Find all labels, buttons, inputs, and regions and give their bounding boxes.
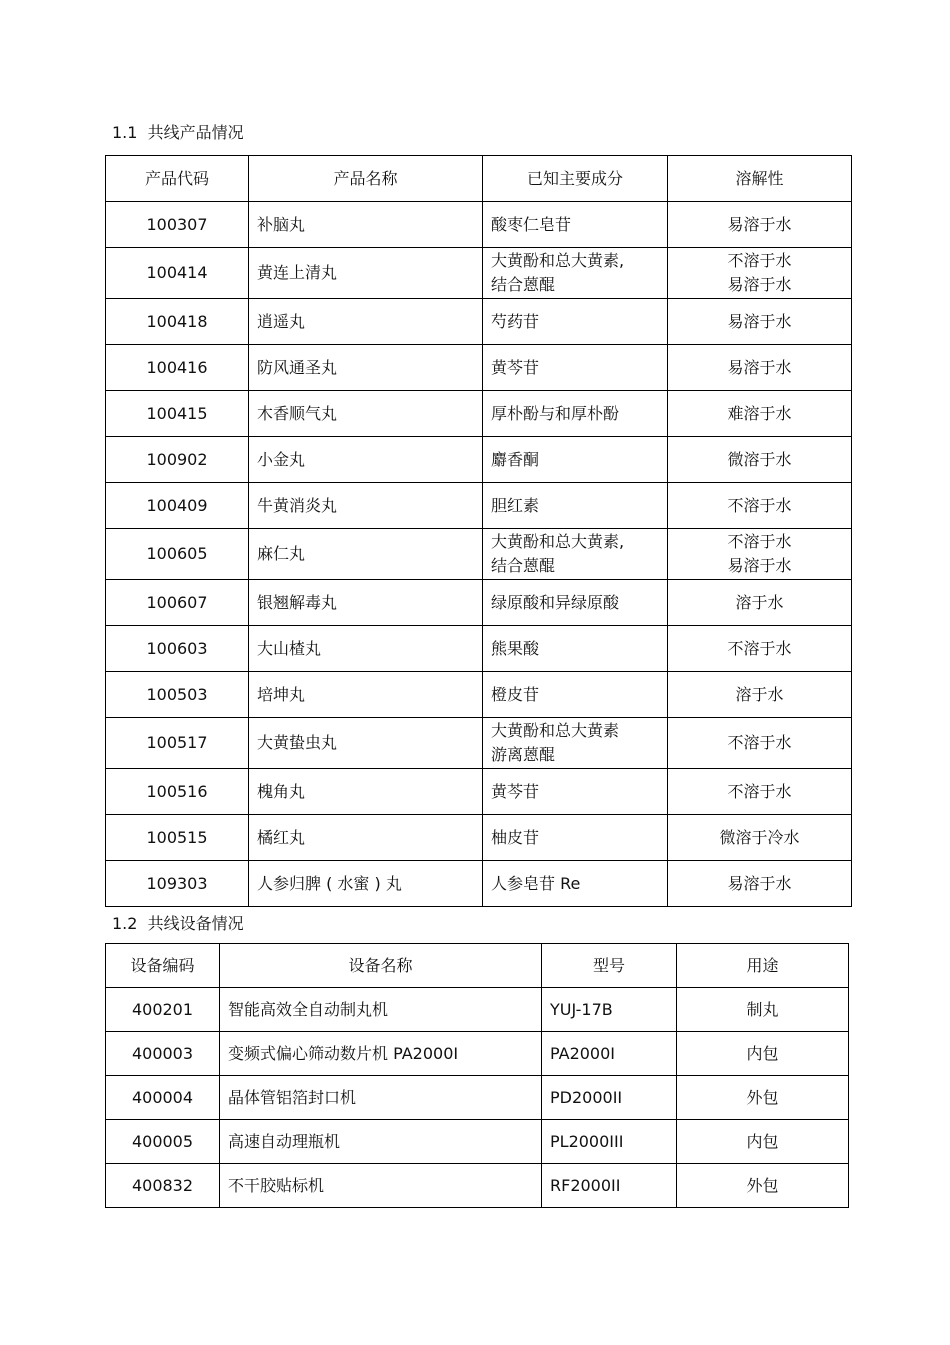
table-row [106,718,852,769]
main-ingredient-line: 大黄酚和总大黄素 [491,721,620,740]
header-equipment-code: 设备编码 [106,944,220,988]
table-row [106,483,852,529]
table-row [106,672,852,718]
main-ingredient-line: 大黄酚和总大黄素, [491,251,625,270]
main-ingredient [483,345,668,391]
table-row [106,391,852,437]
table-row [106,626,852,672]
table-row [106,861,852,907]
product-name: 人参归脾 ( 水蜜 ) 丸 [249,861,483,907]
solubility-line: 溶于水 [735,684,784,704]
product-name: 麻仁丸 [249,529,483,580]
main-ingredient [483,391,668,437]
main-ingredient-line: 黄芩苷 [491,781,540,801]
table-row [106,299,852,345]
equipment-name: 晶体管铝箔封口机 [220,1076,542,1120]
section-2-heading: 1.2 共线设备情况 [112,914,244,933]
product-code: 100503 [106,672,249,718]
table-row [106,1076,849,1120]
equipment-use: 内包 [677,1120,849,1164]
equipment-use: 制丸 [677,988,849,1032]
solubility [668,815,852,861]
product-name: 逍遥丸 [249,299,483,345]
table-row [106,580,852,626]
product-code: 100517 [106,718,249,769]
product-name: 补脑丸 [249,202,483,248]
main-ingredient [483,861,668,907]
equipment-name: 不干胶贴标机 [220,1164,542,1208]
main-ingredient-line: 橙皮苷 [491,684,540,704]
solubility-line: 易溶于水 [727,214,792,234]
product-name: 培坤丸 [249,672,483,718]
product-name: 牛黄消炎丸 [249,483,483,529]
equipment-model: YUJ-17B [542,988,677,1032]
table-row [106,769,852,815]
main-ingredient [483,718,668,769]
table-row [106,988,849,1032]
product-code: 100416 [106,345,249,391]
main-ingredient [483,672,668,718]
solubility [668,483,852,529]
solubility [668,672,852,718]
main-ingredient-line: 芍药苷 [491,311,540,331]
product-code: 100409 [106,483,249,529]
main-ingredient-line: 绿原酸和异绿原酸 [491,592,620,612]
product-code: 100516 [106,769,249,815]
solubility [668,718,852,769]
solubility-line: 不溶于水 [727,532,792,551]
product-code: 100418 [106,299,249,345]
solubility [668,202,852,248]
product-code: 100902 [106,437,249,483]
equipment-use: 内包 [677,1032,849,1076]
product-name: 大山楂丸 [249,626,483,672]
main-ingredient-line: 胆红素 [491,495,540,515]
main-ingredient [483,437,668,483]
section-1-heading: 1.1 共线产品情况 [112,123,244,142]
header-main-ingredient: 已知主要成分 [483,156,668,202]
table-row [106,1164,849,1208]
equipment-model: PD2000II [542,1076,677,1120]
main-ingredient-line: 柚皮苷 [491,827,540,847]
main-ingredient-line: 黄芩苷 [491,357,540,377]
solubility-line: 易溶于水 [727,556,792,575]
product-code: 100603 [106,626,249,672]
solubility [668,861,852,907]
table-row [106,529,852,580]
equipment-use: 外包 [677,1076,849,1120]
equipment-code: 400004 [106,1076,220,1120]
solubility-line: 难溶于水 [727,403,792,423]
solubility [668,345,852,391]
solubility [668,299,852,345]
main-ingredient-line: 人参皂苷 Re [491,873,581,893]
header-product-name: 产品名称 [249,156,483,202]
product-name: 槐角丸 [249,769,483,815]
main-ingredient-line: 大黄酚和总大黄素, [491,532,625,551]
solubility-line: 溶于水 [735,592,784,612]
equipment-model: PA2000I [542,1032,677,1076]
solubility-line: 微溶于冷水 [719,827,800,847]
main-ingredient-line: 厚朴酚与和厚朴酚 [491,403,620,423]
equipment-code: 400005 [106,1120,220,1164]
solubility-line: 不溶于水 [727,251,792,270]
main-ingredient-line: 酸枣仁皂苷 [491,214,572,234]
solubility [668,769,852,815]
header-product-code: 产品代码 [106,156,249,202]
equipment-model: PL2000III [542,1120,677,1164]
product-code: 100414 [106,248,249,299]
equipment-code: 400832 [106,1164,220,1208]
main-ingredient [483,202,668,248]
product-name: 黄连上清丸 [249,248,483,299]
main-ingredient [483,626,668,672]
table-row [106,437,852,483]
main-ingredient-line: 熊果酸 [491,638,540,658]
solubility [668,529,852,580]
equipment-table [105,943,849,1208]
equipment-name: 智能高效全自动制丸机 [220,988,542,1032]
main-ingredient-line: 游离蒽醌 [491,745,556,764]
solubility [668,437,852,483]
equipment-name: 变频式偏心筛动数片机 PA2000I [220,1032,542,1076]
solubility-line: 不溶于水 [727,733,792,752]
product-name: 小金丸 [249,437,483,483]
header-equipment-name: 设备名称 [220,944,542,988]
header-use: 用途 [677,944,849,988]
header-model: 型号 [542,944,677,988]
solubility [668,626,852,672]
main-ingredient-line: 结合蒽醌 [491,275,556,294]
equipment-name: 高速自动理瓶机 [220,1120,542,1164]
table-row [106,345,852,391]
solubility-line: 不溶于水 [727,781,792,801]
table-row [106,1032,849,1076]
equipment-model: RF2000II [542,1164,677,1208]
solubility [668,580,852,626]
table-row [106,1120,849,1164]
solubility-line: 不溶于水 [727,638,792,658]
product-table [105,155,852,907]
product-code: 100605 [106,529,249,580]
equipment-use: 外包 [677,1164,849,1208]
product-table-header [106,156,852,202]
product-code: 109303 [106,861,249,907]
table-row [106,815,852,861]
solubility [668,391,852,437]
main-ingredient-line: 麝香酮 [491,449,540,469]
equipment-table-header [106,944,849,988]
main-ingredient [483,529,668,580]
main-ingredient [483,299,668,345]
product-code: 100307 [106,202,249,248]
product-name: 防风通圣丸 [249,345,483,391]
solubility-line: 微溶于水 [727,449,792,469]
main-ingredient [483,248,668,299]
table-row [106,248,852,299]
product-name: 大黄蛰虫丸 [249,718,483,769]
product-name: 银翘解毒丸 [249,580,483,626]
main-ingredient [483,769,668,815]
product-name: 橘红丸 [249,815,483,861]
table-row [106,202,852,248]
product-name: 木香顺气丸 [249,391,483,437]
main-ingredient [483,580,668,626]
product-code: 100607 [106,580,249,626]
product-code: 100515 [106,815,249,861]
solubility-line: 不溶于水 [727,495,792,515]
solubility [668,248,852,299]
equipment-code: 400201 [106,988,220,1032]
solubility-line: 易溶于水 [727,873,792,893]
equipment-code: 400003 [106,1032,220,1076]
solubility-line: 易溶于水 [727,311,792,331]
solubility-line: 易溶于水 [727,275,792,294]
solubility-line: 易溶于水 [727,357,792,377]
main-ingredient [483,815,668,861]
main-ingredient [483,483,668,529]
header-solubility: 溶解性 [668,156,852,202]
product-code: 100415 [106,391,249,437]
main-ingredient-line: 结合蒽醌 [491,556,556,575]
